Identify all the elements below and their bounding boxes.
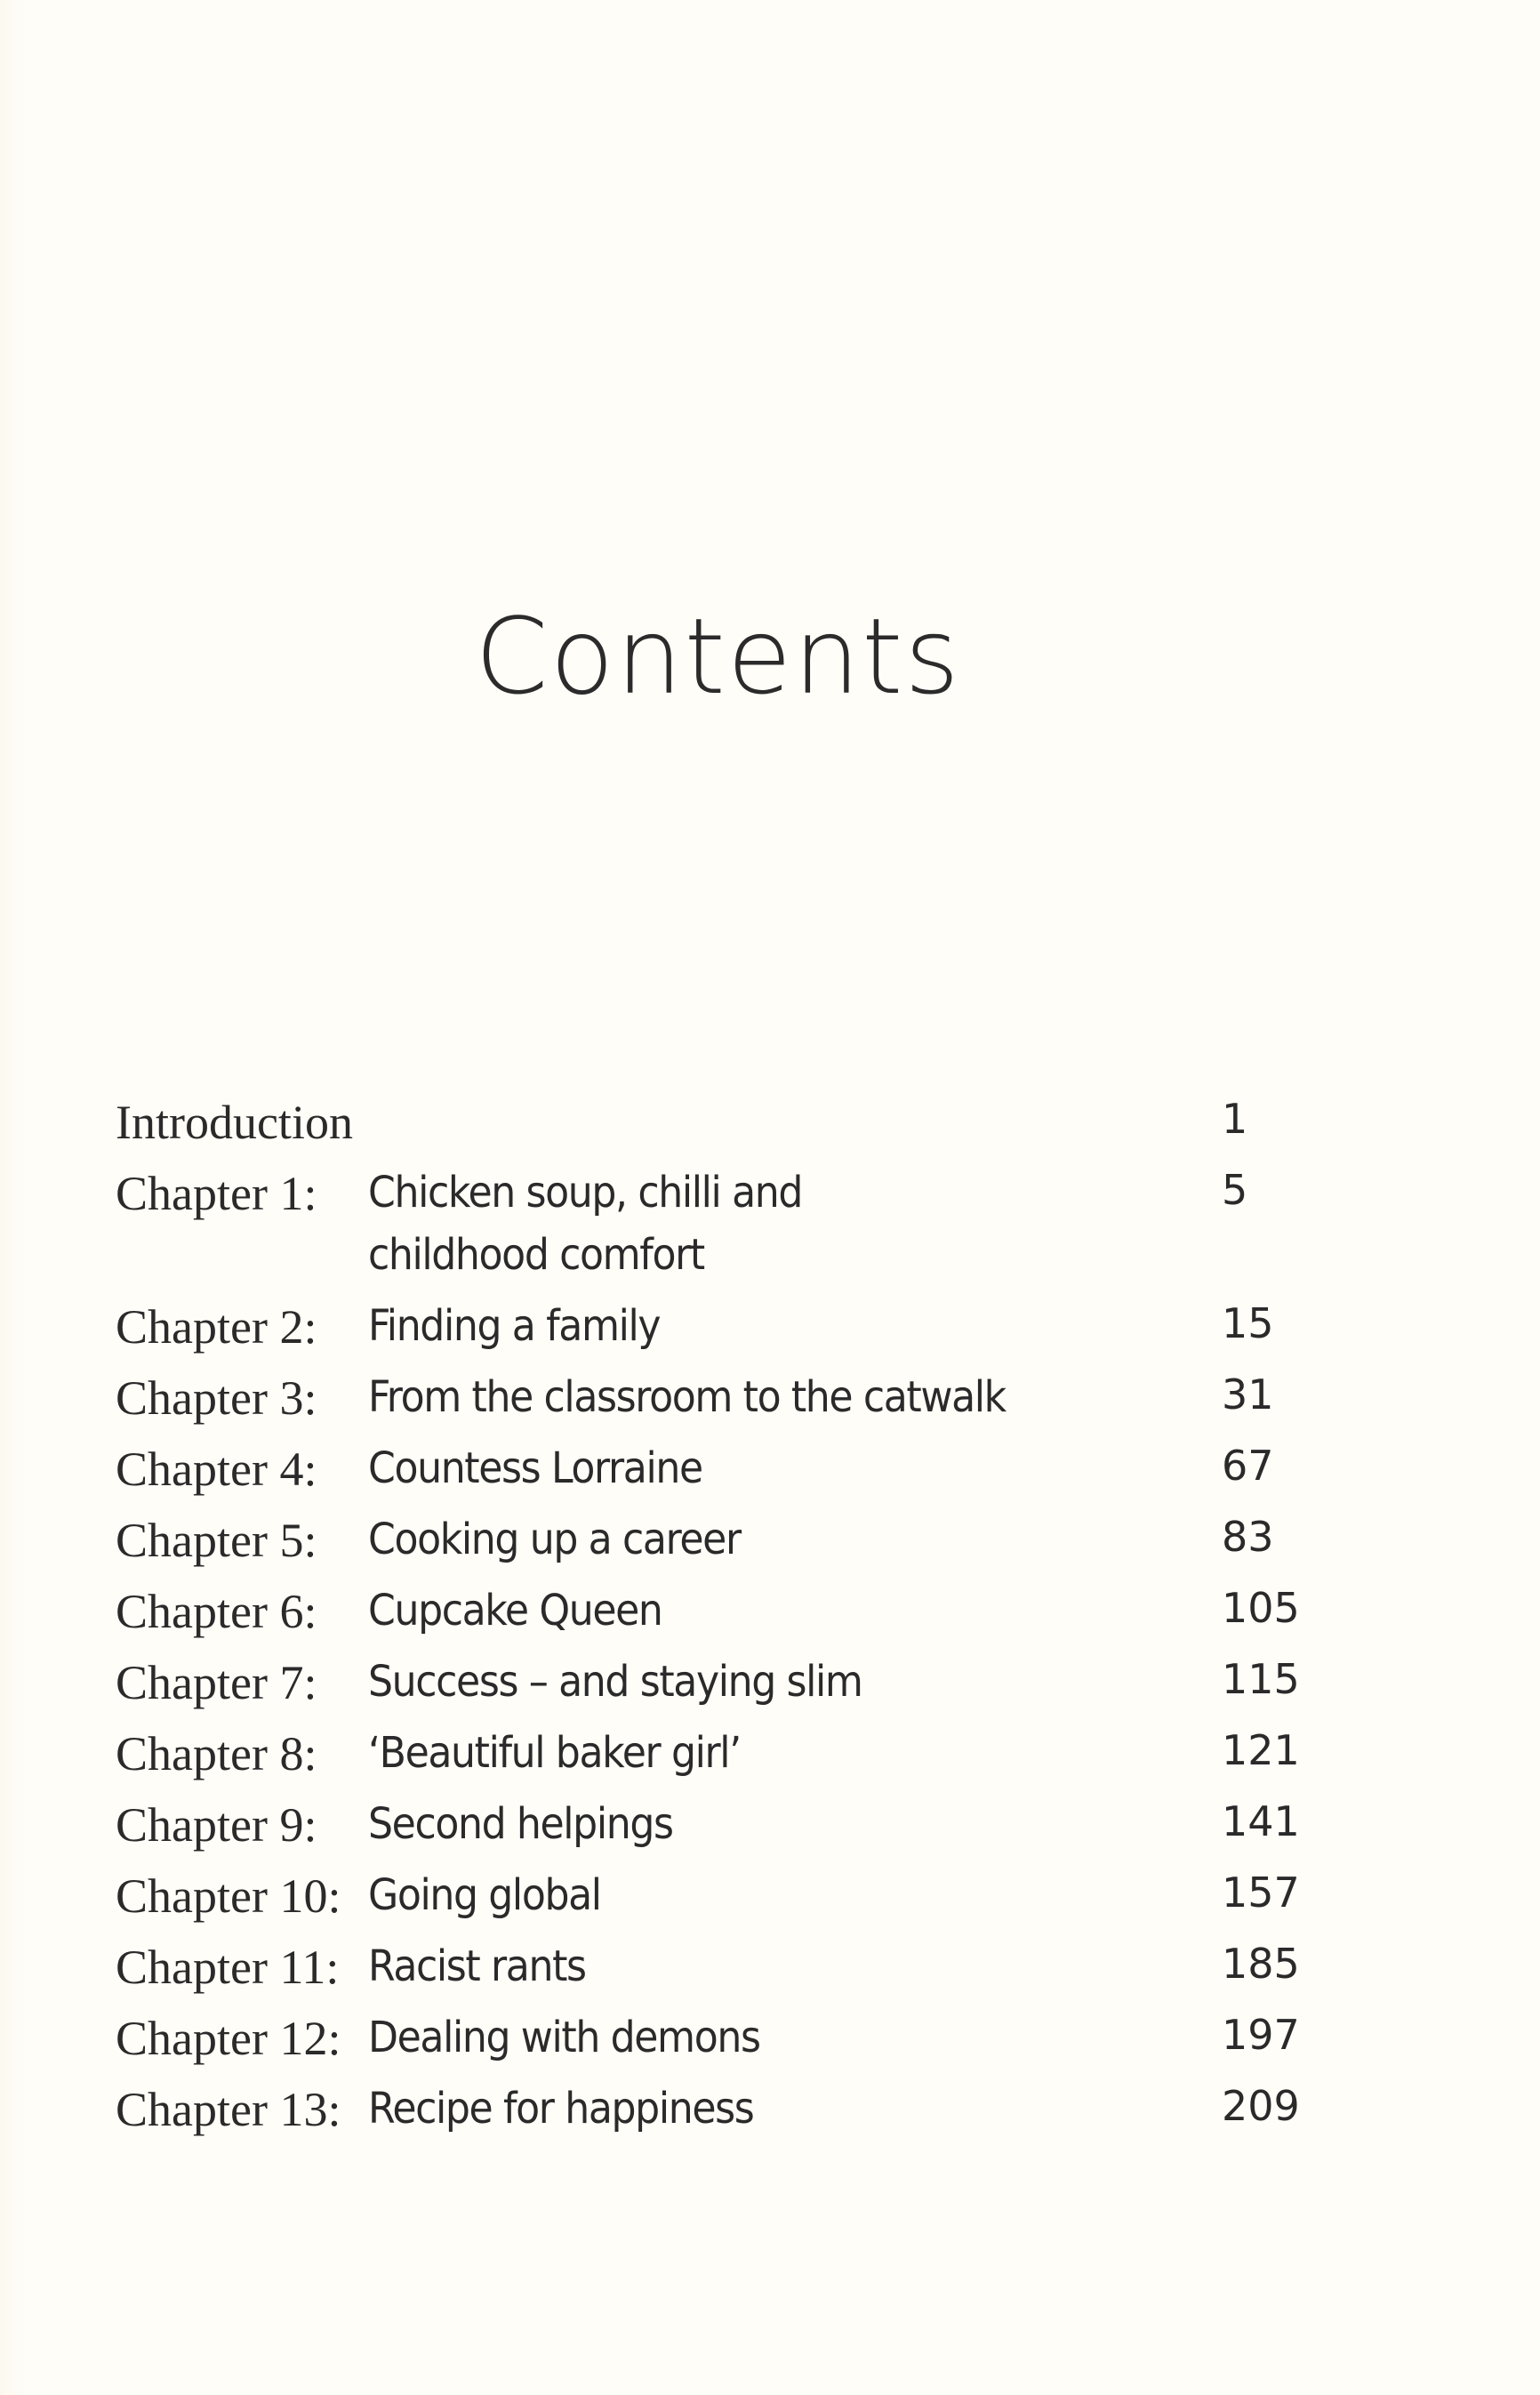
toc-entry-chapter-2[interactable] [0, 1299, 1540, 1374]
toc-entry-title: Cooking up a career [368, 1515, 741, 1564]
toc-entry-title: Cupcake Queen [368, 1586, 662, 1636]
toc-entry-label: Chapter 12: [116, 2012, 341, 2065]
toc-entry-label: Chapter 1: [116, 1167, 317, 1220]
toc-entry-title-line2: childhood comfort [368, 1230, 704, 1280]
toc-entry-title: Success – and staying slim [368, 1657, 862, 1707]
toc-entry-chapter-6[interactable] [0, 1584, 1540, 1659]
toc-entry-label: Chapter 6: [116, 1585, 317, 1638]
toc-page-number: 83 [1222, 1513, 1274, 1561]
toc-entry-title: Countess Lorraine [368, 1443, 702, 1493]
toc-page-number: 197 [1222, 2011, 1300, 2059]
toc-entry-chapter-10[interactable] [0, 1869, 1540, 1943]
toc-entry-title: Recipe for happiness [368, 2084, 754, 2134]
page-title: Contents [475, 595, 961, 719]
toc-page-number: 115 [1222, 1655, 1300, 1703]
toc-entry-label: Introduction [116, 1096, 353, 1149]
toc-page-number: 157 [1222, 1869, 1300, 1917]
toc-entry-label: Chapter 4: [116, 1443, 317, 1496]
toc-entry-chapter-5[interactable] [0, 1513, 1540, 1587]
toc-entry-chapter-9[interactable] [0, 1797, 1540, 1872]
toc-entry-label: Chapter 8: [116, 1727, 317, 1780]
toc-page-number: 185 [1222, 1940, 1300, 1988]
toc-entry-label: Chapter 3: [116, 1371, 317, 1425]
toc-entry-title: Dealing with demons [368, 2013, 760, 2062]
toc-entry-chapter-11[interactable] [0, 1940, 1540, 2014]
toc-entry-title: ‘Beautiful baker girl’ [368, 1728, 741, 1778]
toc-page-number: 209 [1222, 2082, 1300, 2130]
toc-entry-label: Chapter 5: [116, 1514, 317, 1567]
toc-entry-title: Going global [368, 1870, 601, 1920]
toc-page-number: 5 [1222, 1166, 1248, 1214]
toc-entry-chapter-13[interactable] [0, 2082, 1540, 2157]
toc-entry-chapter-7[interactable] [0, 1655, 1540, 1730]
toc-entry-title: Chicken soup, chilli and [368, 1168, 803, 1218]
toc-page-number: 1 [1222, 1095, 1248, 1143]
toc-entry-title: Second helpings [368, 1799, 673, 1849]
toc-entry-title: Finding a family [368, 1301, 661, 1351]
toc-entry-label: Chapter 9: [116, 1798, 317, 1852]
toc-entry-chapter-4[interactable] [0, 1442, 1540, 1516]
toc-entry-chapter-1[interactable] [0, 1166, 1540, 1303]
toc-entry-label: Chapter 2: [116, 1300, 317, 1354]
toc-entry-title: Racist rants [368, 1941, 586, 1991]
toc-entry-chapter-3[interactable] [0, 1370, 1540, 1445]
toc-page-number: 121 [1222, 1726, 1300, 1774]
toc-page-number: 141 [1222, 1797, 1300, 1845]
toc-entry-label: Chapter 13: [116, 2083, 341, 2136]
toc-entry-label: Chapter 11: [116, 1941, 340, 1994]
toc-entry-chapter-12[interactable] [0, 2011, 1540, 2086]
toc-entry-label: Chapter 7: [116, 1656, 317, 1709]
toc-page-number: 15 [1222, 1299, 1274, 1347]
toc-page-number: 105 [1222, 1584, 1300, 1632]
toc-entry-introduction[interactable] [0, 1095, 1540, 1169]
toc-page-number: 67 [1222, 1442, 1274, 1490]
toc-entry-label: Chapter 10: [116, 1869, 341, 1923]
toc-entry-title: From the classroom to the catwalk [368, 1372, 1006, 1422]
toc-page-number: 31 [1222, 1370, 1274, 1419]
toc-entry-chapter-8[interactable] [0, 1726, 1540, 1801]
